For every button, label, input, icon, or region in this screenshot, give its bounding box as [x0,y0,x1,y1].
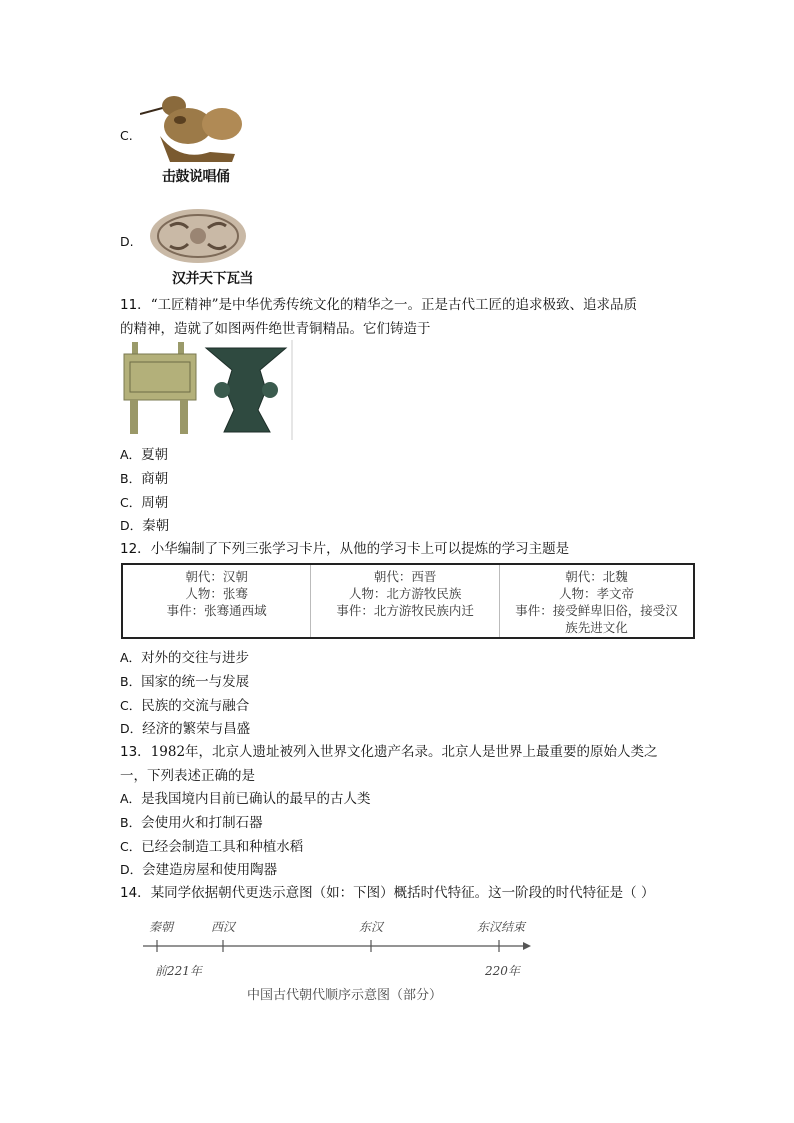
storyteller-figurine-image [140,92,250,164]
question-12-option-a[interactable]: A．对外的交往与进步 [120,650,250,666]
question-14-text: 某同学依据朝代更迭示意图（如：下图）概括时代特征。这一阶段的时代特征是（ ） [150,885,655,901]
question-11-option-a[interactable]: A．夏朝 [120,447,169,463]
timeline-year-220: 220年 [485,964,520,978]
question-13-number: 13． [120,744,151,760]
bronze-vessels-image [120,340,296,440]
option-c-letter: C. [120,128,133,143]
timeline-caption: 中国古代朝代顺序示意图（部分） [247,988,443,1003]
question-13-option-d[interactable]: D．会建造房屋和使用陶器 [120,862,278,878]
question-14-line [120,884,654,902]
question-12-text: 小华编制了下列三张学习卡片，从他的学习卡上可以提炼的学习主题是 [150,541,570,557]
question-13-text1: 1982年，北京人遗址被列入世界文化遗产名录。北京人是世界上最重要的原始人类之 [150,744,658,760]
question-13-option-c[interactable]: C．已经会制造工具和种植水稻 [120,839,304,855]
question-11-number: 11． [120,297,151,313]
option-c-caption: 击鼓说唱俑 [162,169,230,185]
timeline-label-eastern-han: 东汉 [359,920,384,934]
question-11-text1: “工匠精神”是中华优秀传统文化的精华之一。正是古代工匠的追求极致、追求品质 [150,297,637,313]
timeline-label-eastern-han-end: 东汉结束 [477,920,526,934]
question-13-line1 [120,743,658,761]
study-cards-table [121,563,695,639]
question-12-option-d[interactable]: D．经济的繁荣与昌盛 [120,721,251,737]
question-11-option-b[interactable]: B．商朝 [120,471,169,487]
question-12-line [120,540,569,558]
timeline-axis [135,928,535,988]
timeline-label-western-han: 西汉 [211,920,236,934]
question-11-line1 [120,296,637,314]
option-d-letter: D. [120,234,134,249]
question-12-option-b[interactable]: B．国家的统一与发展 [120,674,250,690]
question-14-number: 14． [120,885,151,901]
question-13-line2: 一，下列表述正确的是 [120,768,255,784]
dynasty-timeline [135,910,535,1010]
study-card-western-jin: 朝代：西晋 人物：北方游牧民族 事件：北方游牧民族内迁 [311,564,500,638]
timeline-year-221bc: 前221年 [155,964,202,978]
question-11-option-d[interactable]: D．秦朝 [120,518,170,534]
eave-tile-image [148,206,248,266]
option-d-caption: 汉并天下瓦当 [172,271,253,287]
study-card-han: 朝代：汉朝 人物：张骞 事件：张骞通西域 [166,569,267,618]
question-11-option-c[interactable]: C．周朝 [120,495,169,511]
question-12-number: 12． [120,541,151,557]
question-13-option-a[interactable]: A．是我国境内目前已确认的最早的古人类 [120,791,371,807]
question-13-option-b[interactable]: B．会使用火和打制石器 [120,815,263,831]
study-card-northern-wei: 朝代：北魏 人物：孝文帝 事件：接受鲜卑旧俗，接受汉 族先进文化 [500,564,695,638]
timeline-label-qin: 秦朝 [149,920,174,934]
question-12-option-c[interactable]: C．民族的交流与融合 [120,698,250,714]
question-11-line2: 的精神，造就了如图两件绝世青铜精品。它们铸造于 [120,321,431,337]
